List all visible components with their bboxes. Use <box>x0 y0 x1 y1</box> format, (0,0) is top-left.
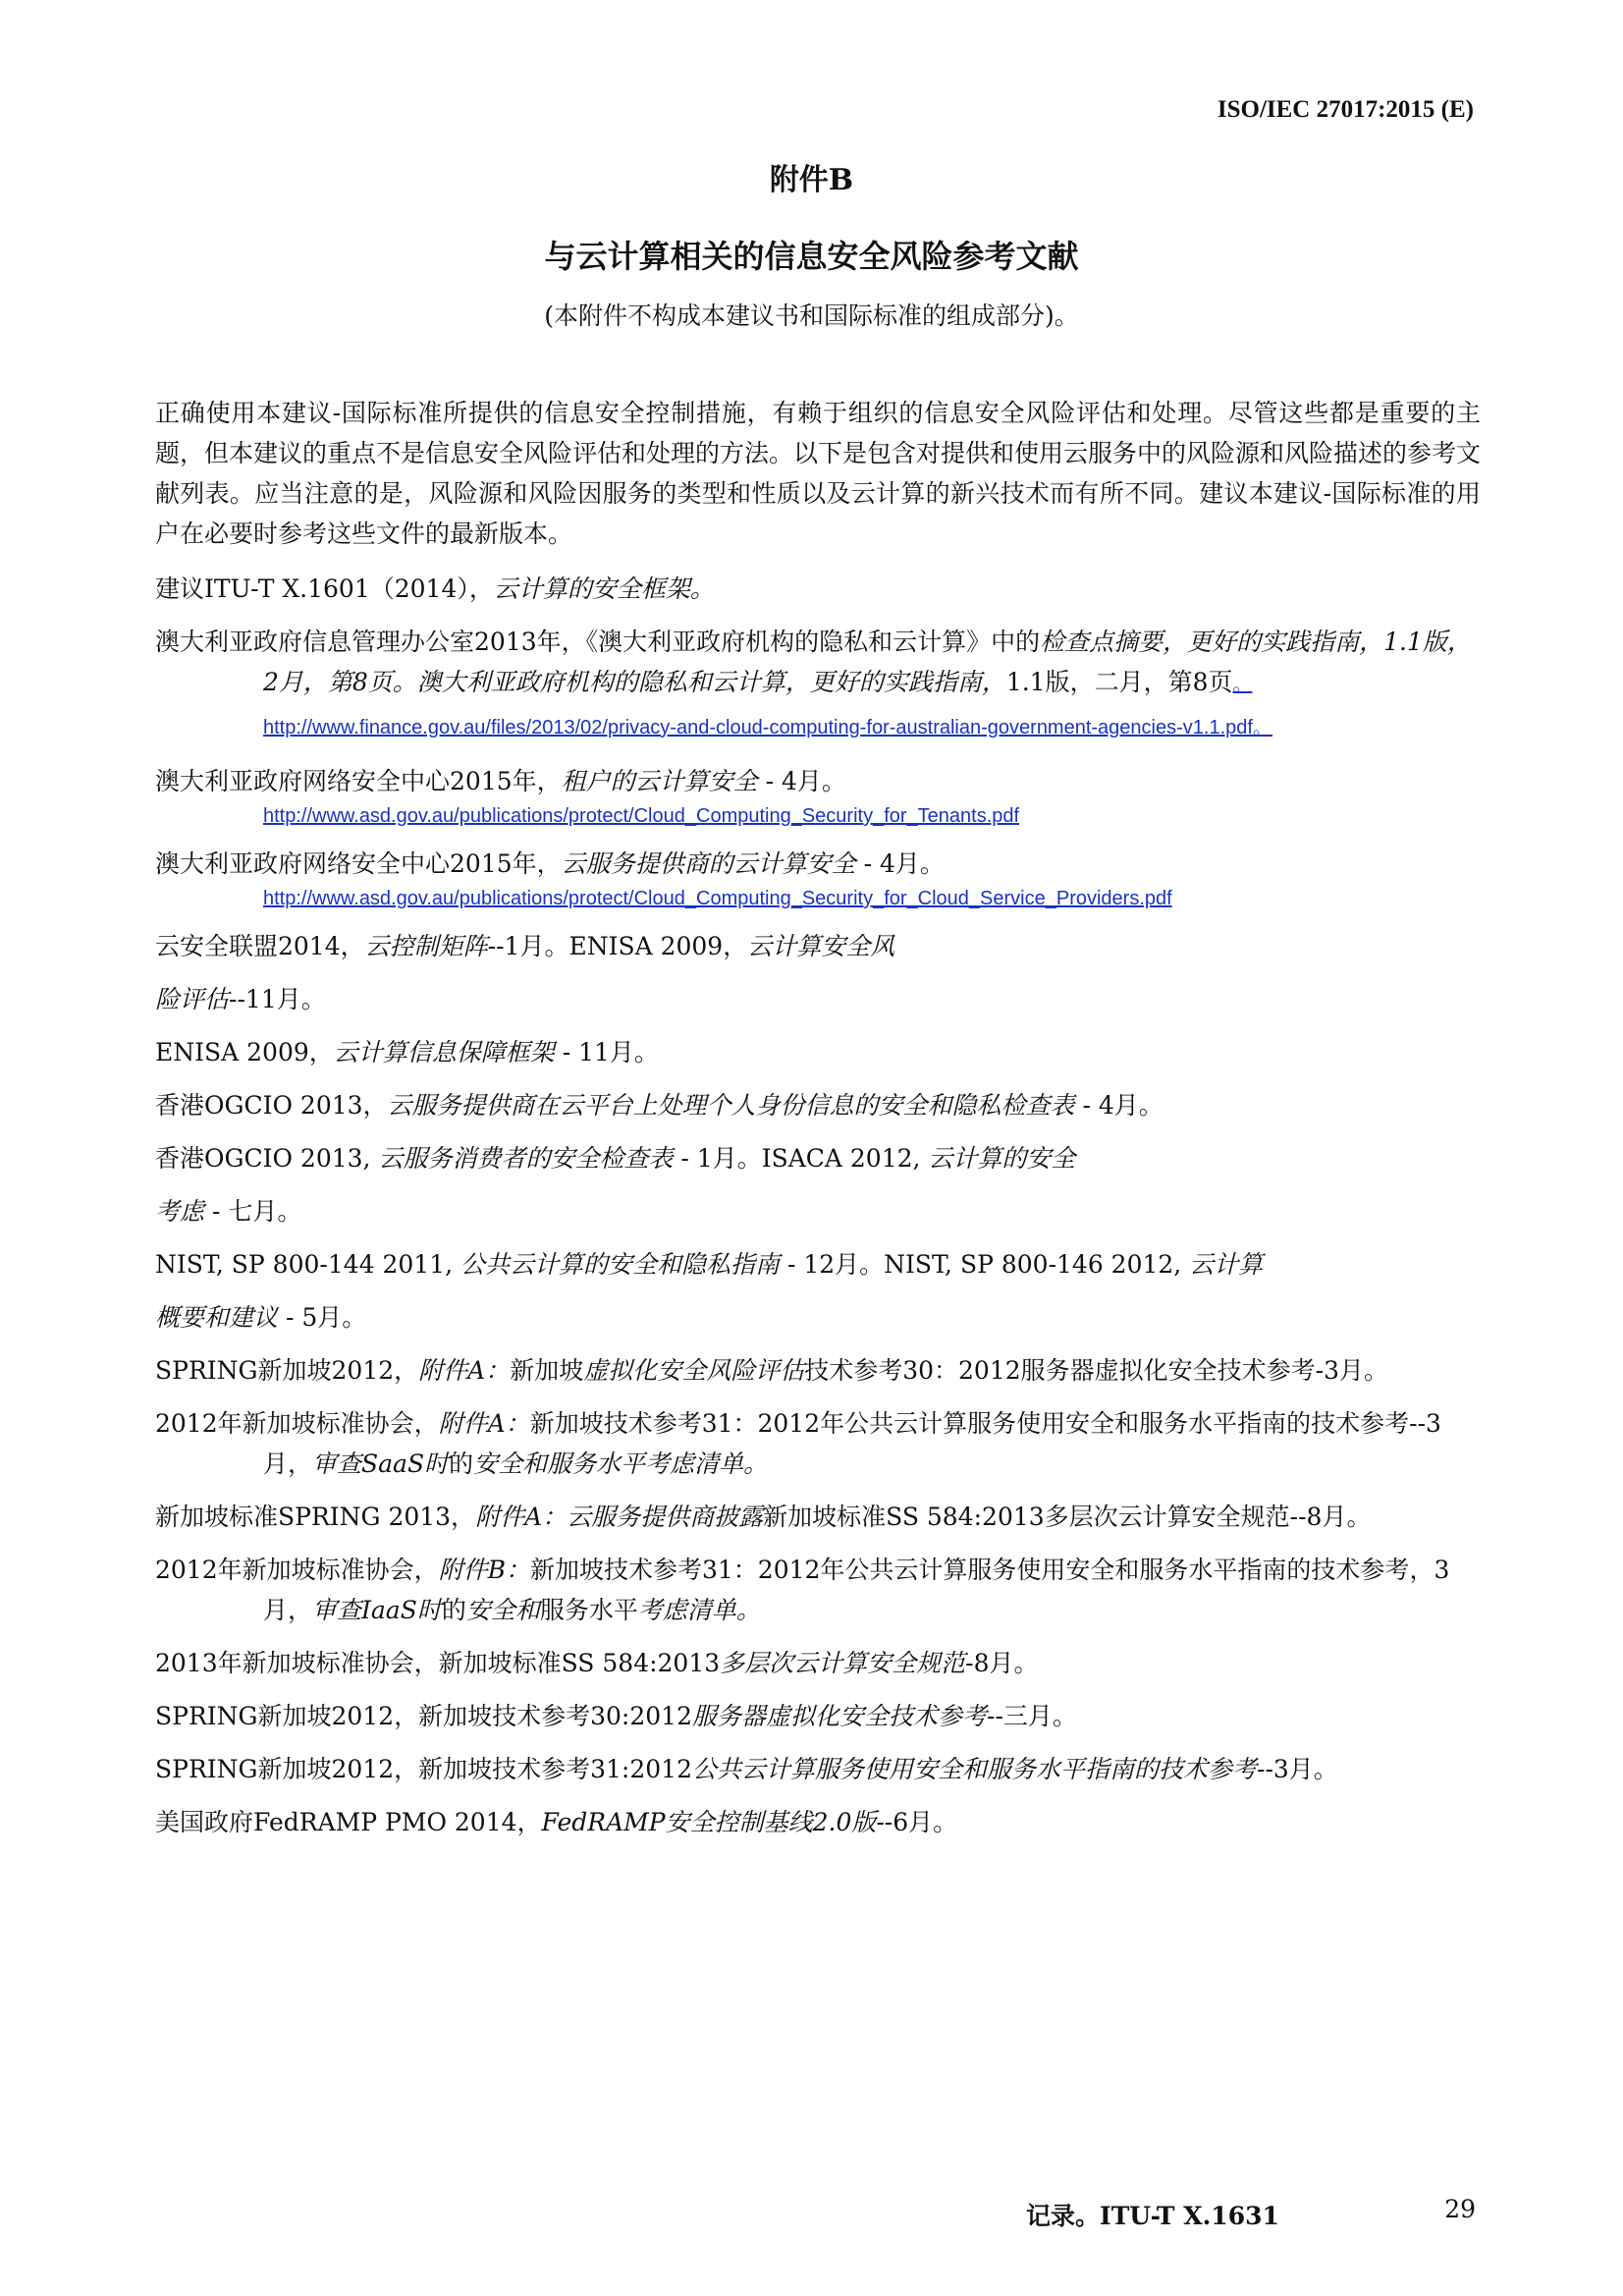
reference-item: 云安全联盟2014，云控制矩阵--1月。ENISA 2009，云计算安全风 <box>155 932 895 960</box>
reference-item: 概要和建议 - 5月。 <box>155 1303 367 1332</box>
reference-item: SPRING新加坡2012，新加坡技术参考30:2012服务器虚拟化安全技术参考--三月。 <box>155 1702 1077 1730</box>
reference-item: 考虑 - 七月。 <box>155 1197 302 1226</box>
reference-link[interactable]: http://www.asd.gov.au/publications/protect/Cloud_Computing_Security_for_Tenants.pdf <box>263 805 1020 827</box>
reference-item: 澳大利亚政府网络安全中心2015年，云服务提供商的云计算安全 - 4月。 http://www.asd.gov.au/publications/protect/Cloud_Computing_Security_for_Cloud_Service_Providers.pdf <box>155 844 1481 913</box>
reference-item: 香港OGCIO 2013, 云服务消费者的安全检查表 - 1月。ISACA 2012, 云计算的安全 <box>155 1144 1076 1173</box>
reference-item: 香港OGCIO 2013，云服务提供商在云平台上处理个人身份信息的安全和隐私检查表 - 4月。 <box>155 1091 1163 1120</box>
page-number: 29 <box>1444 2195 1476 2223</box>
reference-item: 2013年新加坡标准协会，新加坡标准SS 584:2013多层次云计算安全规范-8月。 <box>155 1649 1039 1677</box>
reference-item: 澳大利亚政府信息管理办公室2013年，《澳大利亚政府机构的隐私和云计算》中的检查点摘要，更好的实践指南，1.1版，2月，第8页。澳大利亚政府机构的隐私和云计算，更好的实践指南，1.1版，二月，第8页。http://www.finance.gov.au/files/2013/02/privacy-and-cloud-computing-for-australian-government-agencies-v1.1.pdf。 <box>155 628 1472 738</box>
annex-heading: 与云计算相关的信息安全风险参考文献 <box>544 238 1079 275</box>
reference-link[interactable]: http://www.asd.gov.au/publications/protect/Cloud_Computing_Security_for_Cloud_Service_Providers.pdf <box>263 888 1172 909</box>
standard-id: ISO/IEC 27017:2015 (E) <box>1217 96 1474 123</box>
annex-title: 附件B <box>769 163 854 197</box>
reference-item: NIST, SP 800-144 2011, 公共云计算的安全和隐私指南 - 12月。NIST, SP 800-146 2012, 云计算 <box>155 1250 1264 1279</box>
reference-item: 建议ITU-T X.1601（2014），云计算的安全框架。 <box>155 574 715 603</box>
reference-item: 新加坡标准SPRING 2013，附件A：云服务提供商披露新加坡标准SS 584:2013多层次云计算安全规范--8月。 <box>155 1503 1372 1531</box>
reference-item: 澳大利亚政府网络安全中心2015年，租户的云计算安全 - 4月。 http://www.asd.gov.au/publications/protect/Cloud_Computing_Security_for_Tenants.pdf <box>155 761 1481 831</box>
intro-paragraph: 正确使用本建议-国际标准所提供的信息安全控制措施，有赖于组织的信息安全风险评估和处理。尽管这些都是重要的主题，但本建议的重点不是信息安全风险评估和处理的方法。以下是包含对提供和使用云服务中的风险源和风险描述的参考文献列表。应当注意的是，风险源和风险因服务的类型和性质以及云计算的新兴技术而有所不同。建议本建议-国际标准的用户在必要时参考这些文件的最新版本。 <box>155 399 1482 548</box>
reference-item: ENISA 2009，云计算信息保障框架 - 11月。 <box>155 1038 659 1066</box>
reference-item: 2012年新加坡标准协会，附件A：新加坡技术参考31：2012年公共云计算服务使用安全和服务水平指南的技术参考--3月，审查SaaS时的安全和服务水平考虑清单。 <box>155 1409 1441 1478</box>
reference-item: 美国政府FedRAMP PMO 2014，FedRAMP安全控制基线2.0版--6月。 <box>155 1808 958 1836</box>
reference-item: SPRING新加坡2012，附件A：新加坡虚拟化安全风险评估技术参考30：2012服务器虚拟化安全技术参考-3月。 <box>155 1356 1389 1385</box>
footer-label: 记录。ITU-T X.1631 <box>1026 2202 1279 2230</box>
reference-item: 险评估--11月。 <box>155 985 326 1013</box>
reference-link[interactable]: 。http://www.finance.gov.au/files/2013/02/privacy-and-cloud-computing-for-australian-government-agencies-v1.1.pdf。 <box>263 674 1272 738</box>
annex-note: (本附件不构成本建议书和国际标准的组成部分)。 <box>544 301 1079 330</box>
reference-item: 2012年新加坡标准协会，附件B：新加坡技术参考31：2012年公共云计算服务使用安全和服务水平指南的技术参考，3月，审查IaaS时的安全和服务水平考虑清单。 <box>155 1556 1450 1624</box>
reference-item: SPRING新加坡2012，新加坡技术参考31:2012公共云计算服务使用安全和服务水平指南的技术参考--3月。 <box>155 1755 1338 1783</box>
document-body <box>155 393 1481 1855</box>
